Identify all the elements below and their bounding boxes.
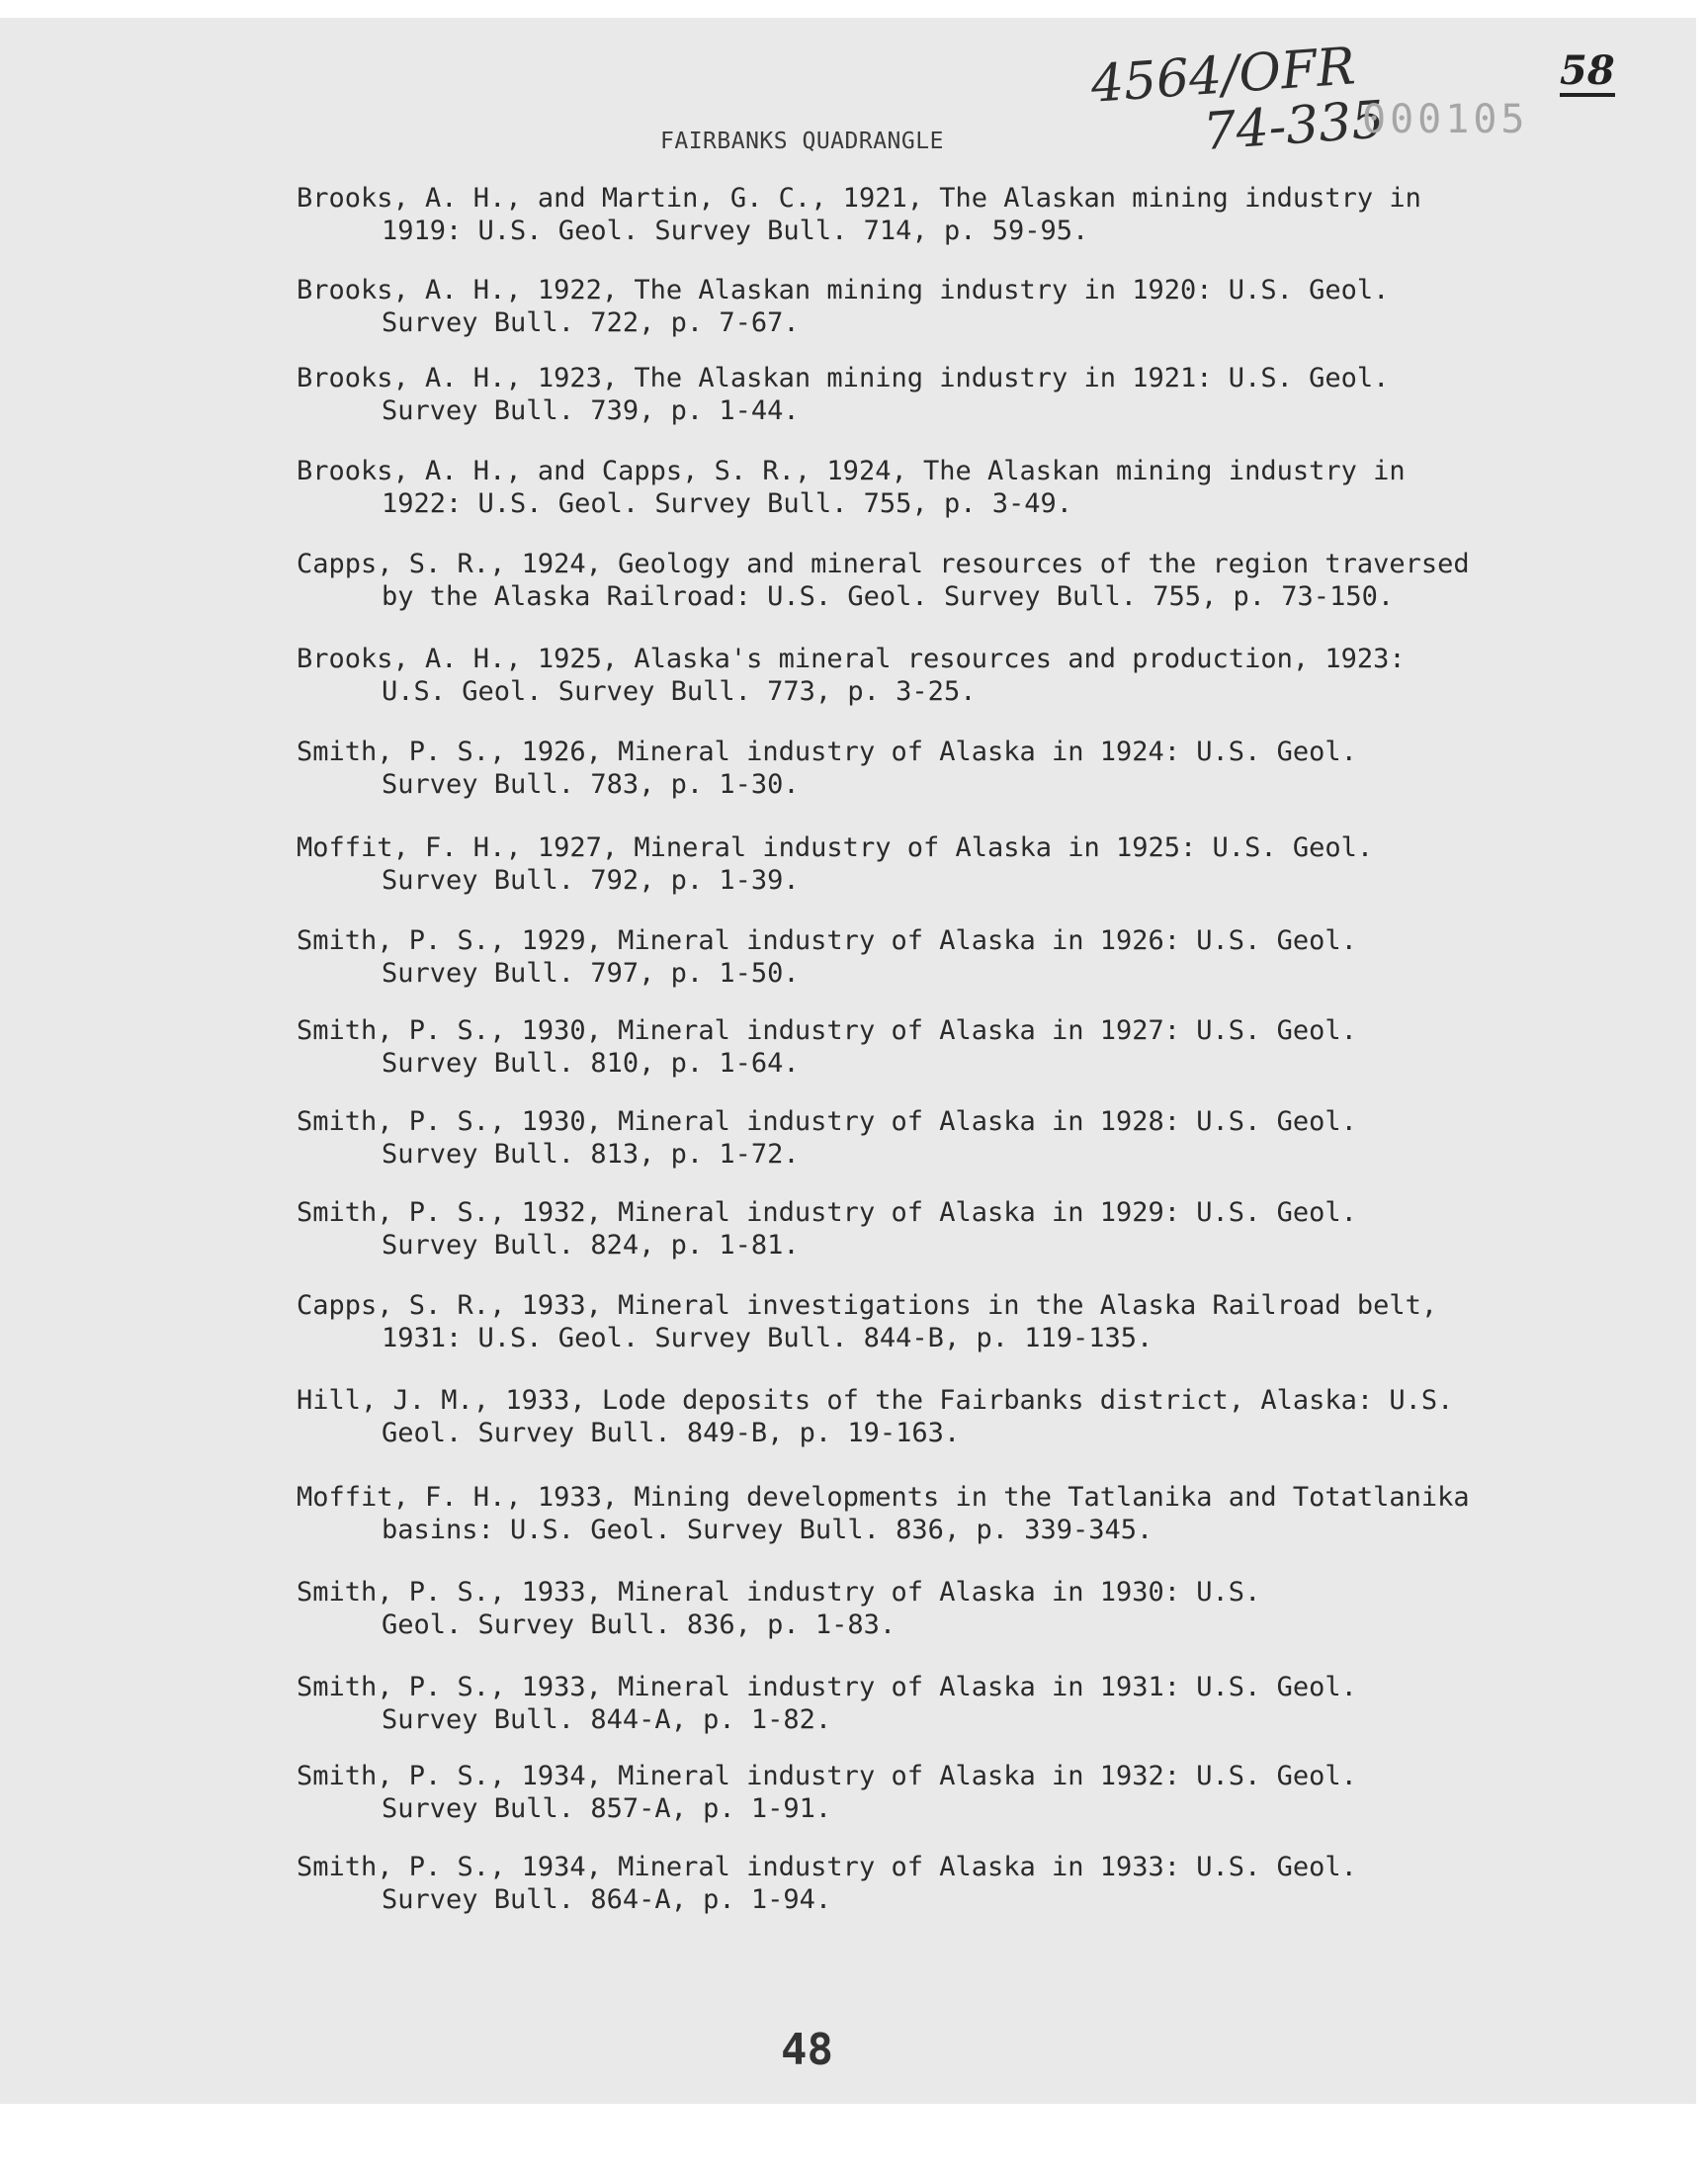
reference-line-2: Geol. Survey Bull. 849-B, p. 19-163. [382, 1418, 961, 1448]
reference-entry [297, 1196, 1357, 1262]
reference-line-1: Brooks, A. H., and Martin, G. C., 1921, The Alaskan mining industry in [297, 183, 1421, 214]
reference-entry [297, 1289, 1437, 1354]
reference-line-1: Smith, P. S., 1932, Mineral industry of Alaska in 1929: U.S. Geol. [297, 1197, 1357, 1228]
reference-line-1: Smith, P. S., 1933, Mineral industry of Alaska in 1930: U.S. [297, 1577, 1261, 1608]
reference-entry [297, 643, 1406, 708]
page-header: FAIRBANKS QUADRANGLE [660, 129, 944, 154]
reference-line-1: Brooks, A. H., 1922, The Alaskan mining industry in 1920: U.S. Geol. [297, 275, 1390, 305]
reference-line-2: Survey Bull. 797, p. 1-50. [382, 958, 800, 989]
reference-line-1: Brooks, A. H., 1925, Alaska's mineral resources and production, 1923: [297, 644, 1406, 674]
reference-line-1: Smith, P. S., 1926, Mineral industry of Alaska in 1924: U.S. Geol. [297, 737, 1357, 767]
reference-line-2: basins: U.S. Geol. Survey Bull. 836, p. 339-345. [382, 1515, 1153, 1545]
reference-line-2: 1931: U.S. Geol. Survey Bull. 844-B, p. 119-135. [382, 1323, 1153, 1353]
reference-line-1: Smith, P. S., 1930, Mineral industry of Alaska in 1927: U.S. Geol. [297, 1015, 1357, 1046]
handwritten-page-number: 58 [1560, 51, 1615, 97]
reference-entry [297, 1760, 1357, 1825]
reference-line-1: Capps, S. R., 1933, Mineral investigations in the Alaska Railroad belt, [297, 1290, 1438, 1321]
page-stamp-number: 000105 [1362, 97, 1529, 142]
reference-line-2: Survey Bull. 844-A, p. 1-82. [382, 1704, 832, 1735]
reference-line-2: Survey Bull. 722, p. 7-67. [382, 307, 800, 338]
reference-entry [297, 1105, 1357, 1171]
reference-line-1: Smith, P. S., 1934, Mineral industry of Alaska in 1932: U.S. Geol. [297, 1761, 1357, 1791]
reference-entry [297, 1384, 1453, 1449]
handwritten-document-code [1089, 38, 1386, 168]
reference-line-2: Geol. Survey Bull. 836, p. 1-83. [382, 1610, 897, 1640]
reference-entry [297, 1014, 1357, 1080]
reference-entry [297, 455, 1406, 520]
reference-entry [297, 1481, 1470, 1546]
reference-line-2: Survey Bull. 857-A, p. 1-91. [382, 1793, 832, 1824]
reference-line-2: 1919: U.S. Geol. Survey Bull. 714, p. 59-95. [382, 216, 1089, 246]
reference-entry [297, 736, 1357, 801]
reference-entry [297, 1576, 1260, 1641]
reference-line-2: Survey Bull. 783, p. 1-30. [382, 769, 800, 800]
reference-line-1: Smith, P. S., 1933, Mineral industry of Alaska in 1931: U.S. Geol. [297, 1672, 1357, 1702]
reference-line-2: Survey Bull. 792, p. 1-39. [382, 865, 800, 896]
reference-line-1: Brooks, A. H., and Capps, S. R., 1924, The Alaskan mining industry in [297, 456, 1406, 486]
reference-line-1: Smith, P. S., 1934, Mineral industry of Alaska in 1933: U.S. Geol. [297, 1852, 1357, 1882]
reference-line-1: Capps, S. R., 1924, Geology and mineral resources of the region traversed [297, 549, 1470, 579]
reference-line-2: by the Alaska Railroad: U.S. Geol. Survey Bull. 755, p. 73-150. [382, 581, 1395, 612]
reference-line-2: Survey Bull. 864-A, p. 1-94. [382, 1884, 832, 1915]
reference-entry [297, 831, 1373, 897]
reference-line-1: Smith, P. S., 1929, Mineral industry of Alaska in 1926: U.S. Geol. [297, 925, 1357, 956]
reference-entry [297, 1671, 1357, 1736]
reference-line-1: Moffit, F. H., 1933, Mining developments in the Tatlanika and Totatlanika [297, 1482, 1470, 1513]
reference-entry [297, 274, 1389, 339]
reference-entry [297, 924, 1357, 990]
page-number: 48 [781, 2025, 833, 2075]
reference-line-2: Survey Bull. 810, p. 1-64. [382, 1048, 800, 1079]
reference-entry [297, 548, 1470, 613]
reference-line-2: 1922: U.S. Geol. Survey Bull. 755, p. 3-49. [382, 488, 1072, 519]
reference-entry [297, 1851, 1357, 1916]
reference-line-1: Hill, J. M., 1933, Lode deposits of the Fairbanks district, Alaska: U.S. [297, 1385, 1454, 1416]
reference-entry [297, 182, 1421, 247]
reference-line-1: Brooks, A. H., 1923, The Alaskan mining industry in 1921: U.S. Geol. [297, 363, 1390, 393]
reference-line-2: U.S. Geol. Survey Bull. 773, p. 3-25. [382, 676, 977, 707]
handwritten-code-line-2: 74-335 [1201, 90, 1387, 163]
document-page [0, 18, 1696, 2104]
reference-line-2: Survey Bull. 813, p. 1-72. [382, 1139, 800, 1170]
reference-entry [297, 362, 1389, 427]
handwritten-code-line-1: 4564/OFR [1088, 37, 1358, 115]
reference-line-2: Survey Bull. 739, p. 1-44. [382, 395, 800, 426]
reference-line-2: Survey Bull. 824, p. 1-81. [382, 1230, 800, 1261]
reference-line-1: Smith, P. S., 1930, Mineral industry of Alaska in 1928: U.S. Geol. [297, 1106, 1357, 1137]
reference-line-1: Moffit, F. H., 1927, Mineral industry of Alaska in 1925: U.S. Geol. [297, 832, 1374, 863]
